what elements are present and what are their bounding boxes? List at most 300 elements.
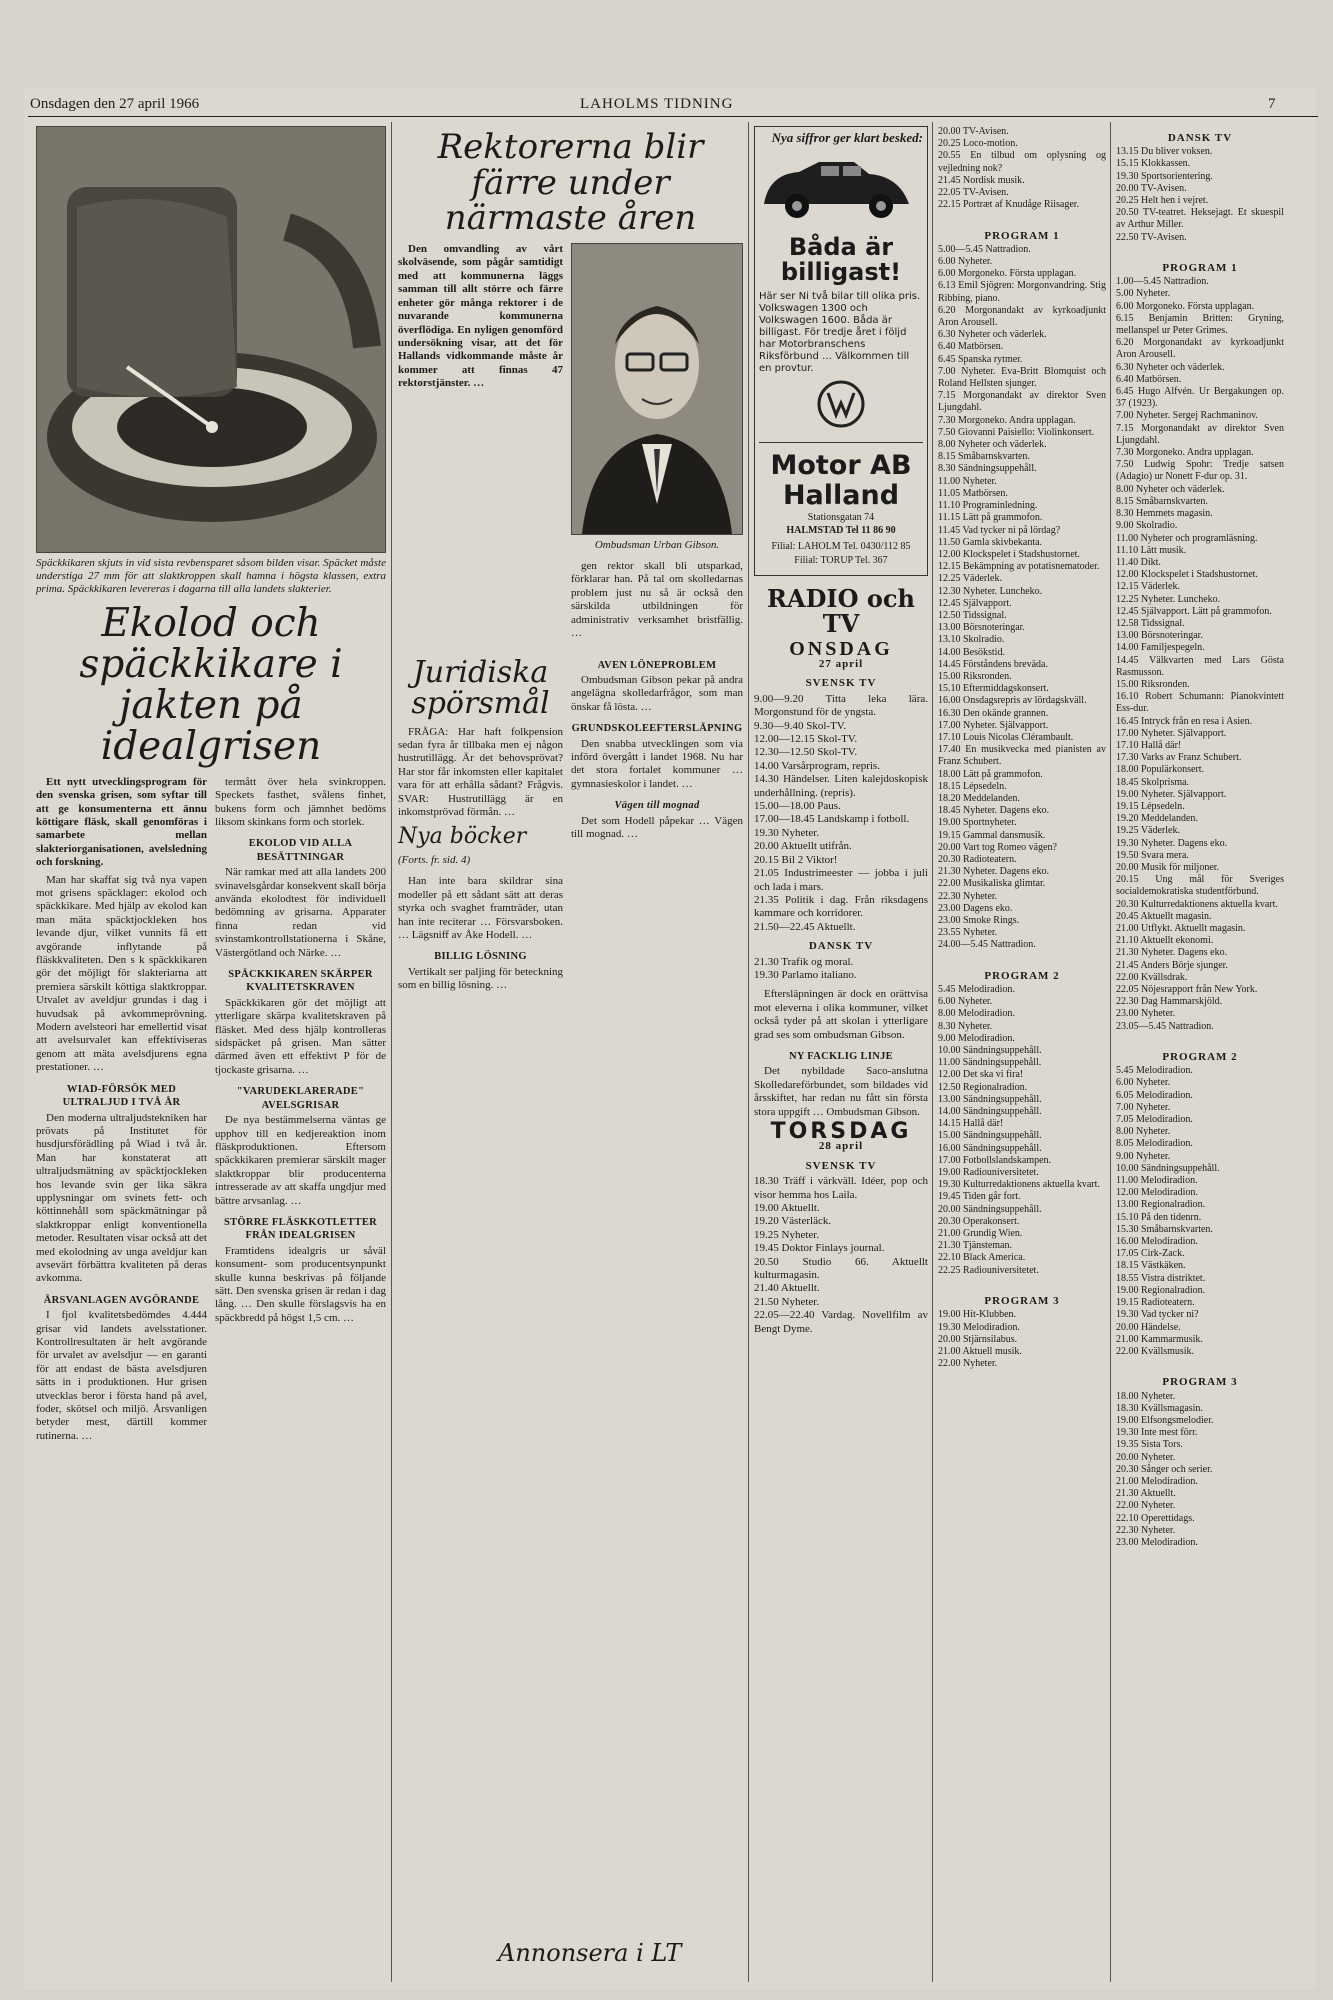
listing-item: 12.50 Regionalradion. bbox=[938, 1081, 1028, 1093]
column-divider bbox=[391, 122, 392, 1982]
listing-item: 9.00 Nyheter. bbox=[1116, 1150, 1171, 1162]
listing-item: 6.20 Morgonandakt av kyrkoadjunkt Aron Arousell. bbox=[1116, 337, 1284, 361]
column-divider bbox=[748, 122, 749, 1982]
listing-item: 22.30 Nyheter. bbox=[938, 890, 998, 902]
listing-item: 16.10 Robert Schumann: Pianokvintett Ess-dur. bbox=[1116, 691, 1284, 715]
listing-item: 19.00 Regionalradion. bbox=[1116, 1284, 1206, 1296]
program-heading: PROGRAM 3 bbox=[984, 1295, 1060, 1308]
listing-item: 20.15 Bil 2 Viktor! bbox=[754, 853, 838, 866]
subheading: WIAD-FÖRSÖK MED ULTRALJUD I TVÅ ÅR bbox=[62, 1083, 181, 1109]
listing-item: 18.45 Nyheter. Dagens eko. bbox=[938, 805, 1050, 817]
body-paragraph: Framtidens idealgris ur såväl konsument- som producentsynpunkt skulle kunna beskrivas på följande sätt. Den svenska grisen är redan i dag lång. … Den skulle förslagsvis ha en späckbredd på högst 1,5 cm. … bbox=[215, 1244, 386, 1324]
day-date: 28 april bbox=[818, 1140, 864, 1153]
listing-item: 6.40 Matbörsen. bbox=[1116, 373, 1182, 385]
date-line: Onsdagen den 27 april 1966 bbox=[30, 96, 200, 112]
listing-item: 15.10 Eftermiddagskonsert. bbox=[938, 683, 1049, 695]
listing-item: 22.00 Nyheter. bbox=[1116, 1500, 1176, 1512]
body-paragraph: I fjol kvalitetsbedömdes 4.444 grisar vid landets avelsstationer. Kontrollresultaten är helt avgörande för urvalet av avelsdjur — en garanti för att endast de bästa avelsdjuren sätts in i produktionen. Hur grisen utvecklas beror i första hand på avel, foder, skötsel och miljö. Årsvanligen betyder mest, därtill kommer rutinerna. … bbox=[36, 1309, 207, 1442]
article-lead: Ett nytt utvecklingsprogram för den svenska grisen, som syftar till att ge konsumenterna ett ännu köttigare fläsk, skall genomföras i samarbete mellan slakteriorganisationen, avelsledning och forskning. bbox=[36, 775, 207, 869]
subheading: GRUNDSKOLEEFTERSLÄPNING bbox=[571, 723, 743, 735]
listing-item: 11.15 Lätt på grammofon. bbox=[938, 512, 1043, 524]
listing-item: 12.50 Tidssignal. bbox=[938, 609, 1007, 621]
listing-item: 20.25 Helt hen i vejret. bbox=[1116, 195, 1209, 207]
listing-item: 8.30 Sändningsuppehåll. bbox=[938, 463, 1037, 475]
listing-item: 8.15 Småbarnskvarten. bbox=[1116, 495, 1208, 507]
listing-item: 15.00—18.00 Paus. bbox=[754, 800, 841, 813]
listing-item: 20.00 Musik för miljoner. bbox=[1116, 861, 1220, 873]
listing-item: 23.00 Melodiradion. bbox=[1116, 1536, 1198, 1548]
program-heading: PROGRAM 1 bbox=[984, 229, 1060, 242]
listing-item: 6.00 Morgoneko. Första upplagan. bbox=[938, 268, 1077, 280]
headline: Ekolod och späckkikare i jakten på idealgrisen bbox=[79, 601, 343, 769]
listing-item: 11.10 Programinledning. bbox=[938, 500, 1038, 512]
pork-photo bbox=[36, 126, 386, 553]
portrait-illustration bbox=[572, 244, 742, 534]
listing-item: 6.30 Nyheter och väderlek. bbox=[1116, 361, 1225, 373]
listing-item: 19.15 Gammal dansmusik. bbox=[938, 829, 1046, 841]
listing-item: 12.00 Det ska vi fira! bbox=[938, 1069, 1024, 1081]
listing-item: 20.00 Sändningsuppehåll. bbox=[938, 1203, 1042, 1215]
subheading: BILLIG LÖSNING bbox=[434, 951, 527, 963]
listing-item: 14.15 Hallå där! bbox=[938, 1118, 1004, 1130]
listing-item: 10.00 Sändningsuppehåll. bbox=[1116, 1162, 1220, 1174]
listing-item: 21.00 Grundig Wien. bbox=[938, 1228, 1023, 1240]
header-rule bbox=[28, 116, 1318, 117]
listing-item: 12.25 Väderlek. bbox=[938, 573, 1002, 585]
tv-listing bbox=[754, 693, 928, 934]
annonsera-ad: Annonsera i LT bbox=[498, 1938, 682, 1967]
listing-item: 22.05—22.40 Vardag. Novellfilm av Bengt Dyme. bbox=[754, 1309, 928, 1335]
listing-item: 14.45 Välkvarten med Lars Gösta Rasmusson. bbox=[1116, 654, 1284, 678]
left-article-col-a bbox=[36, 776, 207, 1448]
listing-item: 20.00 TV-Avisen. bbox=[938, 126, 1009, 137]
listing-item: 20.25 Loco-motion. bbox=[938, 138, 1018, 150]
listing-item: 19.15 Radioteatern. bbox=[1116, 1297, 1195, 1309]
listing-item bbox=[1116, 1033, 1284, 1045]
listing-item: 19.30 Nyheter. bbox=[754, 826, 820, 839]
subheading: AVEN LÖNEPROBLEM bbox=[597, 659, 717, 671]
body-paragraph: gen rektor skall bli utsparkad, förklarar han. På tal om skolledarnas problem just nu så är också den särskilda utbildningen för administrativ verksamhet bristfällig. … bbox=[571, 560, 743, 640]
ad-text: Här ser Ni två bilar till olika pris. Volkswagen 1300 och Volkswagen 1600. Båda är billigast. För tredje året i följd har Motorbranschens Riksförbund … Välkommen till en provtur. bbox=[759, 291, 921, 375]
listing-item: 21.40 Aktuellt. bbox=[754, 1282, 820, 1295]
listing-item bbox=[938, 1277, 1106, 1289]
body-paragraph: termått över hela svinkroppen. Speckets fasthet, svålens finhet, bukens form och jämnhet bedöms liksom skinkans form och storlek. bbox=[215, 775, 386, 828]
listing-item: 8.30 Hemmets magasin. bbox=[1116, 508, 1213, 520]
listing-item: 7.30 Morgoneko. Andra upplagan. bbox=[938, 414, 1076, 426]
listing-item: 18.00 Populärkonsert. bbox=[1116, 764, 1205, 776]
listing-item: 17.00—18.45 Landskamp i fotboll. bbox=[754, 813, 910, 826]
listing-item: 21.45 Nordisk musik. bbox=[938, 174, 1025, 186]
subheading: ÅRSVANLAGEN AVGÖRANDE bbox=[43, 1294, 200, 1306]
listing-item: 13.10 Skolradio. bbox=[938, 634, 1005, 646]
listing-item: 19.45 Tiden går fort. bbox=[938, 1191, 1021, 1203]
ad-tagline: Nya siffror ger klart besked: bbox=[771, 130, 923, 145]
listing-item: 12.30 Nyheter. Luncheko. bbox=[938, 585, 1043, 597]
listing-item: 22.25 Radiouniversitetet. bbox=[938, 1264, 1039, 1276]
listing-item: 21.30 Trafik og moral. bbox=[754, 955, 854, 968]
tv-listing bbox=[754, 956, 928, 983]
listing-item: 6.13 Emil Sjögren: Morgonvandring. Stig Ribbing, piano. bbox=[938, 280, 1106, 304]
vw-logo-icon bbox=[816, 379, 866, 429]
listing-item: 19.00 Aktuellt. bbox=[754, 1202, 820, 1215]
subheading: STÖRRE FLÄSKKOTLETTER FRÅN IDEALGRISEN bbox=[223, 1216, 378, 1242]
listing-item bbox=[938, 952, 1106, 964]
listing-item: 7.15 Morgonandakt av direktor Sven Ljungdahl. bbox=[938, 390, 1106, 414]
portrait-photo bbox=[571, 243, 743, 535]
listing-item: 19.20 Meddelanden. bbox=[1116, 813, 1198, 825]
listing-item: 7.00 Nyheter. Sergej Rachmaninov. bbox=[1116, 410, 1258, 422]
listing-item: 12.45 Självapport. bbox=[938, 597, 1012, 609]
listing-item: 21.00 Kammarmusik. bbox=[1116, 1333, 1203, 1345]
program-heading: PROGRAM 2 bbox=[984, 969, 1060, 982]
listing-item: 19.30 Parlamo italiano. bbox=[754, 968, 857, 981]
listing-item: 19.30 Kulturredaktionens aktuella kvart. bbox=[938, 1179, 1100, 1191]
listing-item: 12.25 Nyheter. Luncheko. bbox=[1116, 593, 1221, 605]
listing-item: 21.00 Aktuell musik. bbox=[938, 1345, 1022, 1357]
dealer-address: Stationsgatan 74 bbox=[807, 511, 875, 523]
day-date: 27 april bbox=[818, 658, 864, 670]
listing-item: 7.50 Giovanni Paisiello: Violinkonsert. bbox=[938, 426, 1095, 438]
listing-item: 21.35 Politik i dag. Från riksdagens kammare och korridorer. bbox=[754, 893, 928, 920]
listing-item: 19.30 Melodiradion. bbox=[938, 1321, 1020, 1333]
listing-item: 12.30—12.50 Skol-TV. bbox=[754, 746, 858, 759]
listing-item: 18.15 Västkäken. bbox=[1116, 1260, 1186, 1272]
listing-item: 10.00 Sändningsuppehåll. bbox=[938, 1045, 1042, 1057]
listing-item: 5.00 Nyheter. bbox=[1116, 288, 1171, 300]
listing-item: 15.00 Riksronden. bbox=[938, 670, 1012, 682]
listing-item bbox=[938, 211, 1106, 223]
listing-item: 14.00 Sändningsuppehåll. bbox=[938, 1106, 1042, 1118]
listing-item: 18.45 Skolprisma. bbox=[1116, 776, 1190, 788]
subheading: "VARUDEKLARERADE" AVELSGRISAR bbox=[236, 1086, 365, 1111]
section-title: SVENSK TV bbox=[805, 677, 877, 690]
listing-item: 17.10 Hallå där! bbox=[1116, 739, 1182, 751]
listing-item: 19.50 Svara mera. bbox=[1116, 849, 1189, 861]
car-illustration bbox=[759, 144, 923, 224]
listing-item: 15.00 Sändningsuppehåll. bbox=[938, 1130, 1042, 1142]
page-number: 7 bbox=[1268, 96, 1276, 112]
listing-item: 22.10 Black America. bbox=[938, 1252, 1026, 1264]
tv-listing-column bbox=[938, 126, 1106, 1986]
listing-item: 22.50 TV-Avisen. bbox=[1116, 231, 1187, 243]
listing-item: 5.45 Melodiradion. bbox=[938, 984, 1015, 996]
listing-item: 22.05 Nöjesrapport från New York. bbox=[1116, 984, 1258, 996]
listing-item: 22.30 Dag Hammarskjöld. bbox=[1116, 996, 1223, 1008]
headline: Rektorerna blir färre under närmaste åren bbox=[437, 127, 704, 239]
listing-item: 14.45 Förståndens breväda. bbox=[938, 658, 1048, 670]
left-article bbox=[36, 126, 386, 1986]
listing-item: 21.30 Nyheter. Dagens eko. bbox=[938, 866, 1050, 878]
books-subtitle: (Forts. fr. sid. 4) bbox=[398, 854, 471, 867]
listing-item: 20.00 Stjärnsilabus. bbox=[938, 1333, 1018, 1345]
center-col-a bbox=[398, 243, 563, 644]
volkswagen-ad bbox=[754, 126, 928, 576]
dealer-filial: Filial: TORUP Tel. 367 bbox=[794, 554, 888, 566]
listing-item: 20.30 Radioteatern. bbox=[938, 853, 1017, 865]
listing-item: 19.20 Västerläck. bbox=[754, 1215, 832, 1228]
program-heading: DANSK TV bbox=[1167, 132, 1233, 144]
listing-item: 9.00—9.20 Titta leka lära. Morgonstund för de yngsta. bbox=[754, 692, 928, 719]
listing-item: 15.30 Småbarnskvarten. bbox=[1116, 1223, 1213, 1235]
listing-item: 22.30 Nyheter. bbox=[1116, 1524, 1176, 1536]
listing-item: 8.30 Nyheter. bbox=[938, 1020, 993, 1032]
body-paragraph: Det nybildade Saco-anslutna Skolledareförbundet, som bildades vid årsskiftet, har redan nu fått sin första stora uppgift … Ombudsman Gibson. bbox=[754, 1065, 928, 1118]
listing-item: 16.30 Den okände grannen. bbox=[938, 707, 1049, 719]
body-paragraph: Det som Hodell påpekar … Vägen till mognad. … bbox=[571, 814, 743, 840]
listing-item: 22.00 Nyheter. bbox=[938, 1358, 998, 1370]
listing-item bbox=[1116, 1358, 1284, 1370]
juridiska-title: Juridiska spörsmål bbox=[411, 654, 550, 721]
listing-item: 13.15 Du bliver voksen. bbox=[1116, 146, 1213, 158]
listing-item: 8.05 Melodiradion. bbox=[1116, 1138, 1193, 1150]
listing-item: 23.55 Nyheter. bbox=[938, 927, 998, 939]
listing-item: 23.00 Nyheter. bbox=[1116, 1008, 1176, 1020]
listing-item: 11.10 Lätt musik. bbox=[1116, 544, 1187, 556]
listing-item: 12.15 Väderlek. bbox=[1116, 581, 1180, 593]
listing-item: 13.00 Regionalradion. bbox=[1116, 1199, 1206, 1211]
listing-item: 6.00 Nyheter. bbox=[938, 996, 993, 1008]
body-paragraph: Den moderna ultraljudstekniken har prövats på Institutet för husdjursförädling på Wiad i två år. Man har konstaterat att ultraljudsmätning av späcktjockleken hos levande svin ger lika säkra upplysningar om svinets fett- och köttinnehåll som späckmätningar på slaktkroppar enligt konventionella metoder. Resultaten visar också att det med ekolodning av unga aveldjur kan avsevärt förbättra kvaliteten på deras avkomma. bbox=[36, 1111, 207, 1285]
listing-item: 19.00 Radiouniversitetet. bbox=[938, 1167, 1039, 1179]
listing-item: 16.45 Intryck från en resa i Asien. bbox=[1116, 715, 1253, 727]
column-divider bbox=[1110, 122, 1111, 1982]
listing-item: 21.00 Melodiradion. bbox=[1116, 1475, 1198, 1487]
listing-item: 1.00—5.45 Nattradion. bbox=[1116, 276, 1209, 288]
listing-item: 17.10 Louis Nicolas Clérambault. bbox=[938, 731, 1074, 743]
listing-item: 17.40 En musikvecka med pianisten av Franz Schubert. bbox=[938, 744, 1106, 768]
left-article-col-b bbox=[215, 776, 386, 1448]
listing-item: 11.00 Nyheter och programläsning. bbox=[1116, 532, 1258, 544]
dealer-filial: Filial: LAHOLM Tel. 0430/112 85 bbox=[771, 541, 911, 553]
listing-item: 11.00 Melodiradion. bbox=[1116, 1175, 1198, 1187]
listing-item: 15.10 På den tidenrn. bbox=[1116, 1211, 1202, 1223]
radio-tv-title: RADIO och TV bbox=[767, 584, 915, 639]
listing-item: 16.00 Melodiradion. bbox=[1116, 1236, 1198, 1248]
listing-item: 6.45 Hugo Alfvén. Ur Bergakungen op. 37 (1923). bbox=[1116, 386, 1284, 410]
listing-item: 6.00 Morgoneko. Första upplagan. bbox=[1116, 300, 1255, 312]
center-col-b bbox=[571, 243, 743, 644]
listing-item: 24.00—5.45 Nattradion. bbox=[938, 939, 1036, 951]
body-paragraph: Ombudsman Gibson pekar på andra angelägna skolledarfrågor, som man önskar få lösta. … bbox=[571, 673, 743, 713]
subheading: Vägen till mognad bbox=[614, 800, 700, 812]
listing-item: 6.45 Spanska rytmer. bbox=[938, 353, 1023, 365]
listing-item: 17.00 Nyheter. Självapport. bbox=[938, 719, 1049, 731]
listing-item: 21.30 Nyheter. Dagens eko. bbox=[1116, 947, 1228, 959]
listing-item: 14.00 Familjespegeln. bbox=[1116, 642, 1205, 654]
article-lead: Den omvandling av vårt skolväsende, som pågår samtidigt med att kommunerna läggs samman till allt större och färre enheter gör många rektorer i de nuvarande kommunerna överflödiga. En nyligen genomförd undersökning visar, att det för Hallands vidkommande måste år kommer att finnas 47 rektorstjänster. … bbox=[398, 243, 563, 390]
listing-item: 15.15 Klokkassen. bbox=[1116, 158, 1191, 170]
listing-item: 7.30 Morgoneko. Andra upplagan. bbox=[1116, 447, 1254, 459]
listing-item: 12.00 Klockspelet i Stadshustornet. bbox=[938, 548, 1080, 560]
listing-item: 19.30 Vad tycker ni? bbox=[1116, 1309, 1199, 1321]
listing-item: 6.20 Morgonandakt av kyrkoadjunkt Aron Arousell. bbox=[938, 304, 1106, 329]
listing-item: 9.00 Melodiradion. bbox=[938, 1032, 1015, 1044]
listing-item: 11.05 Matbörsen. bbox=[938, 487, 1008, 499]
listing-item: 12.45 Självapport. Lätt på grammofon. bbox=[1116, 605, 1272, 617]
body-paragraph: De nya bestämmelserna väntas ge upphov till en kedjereaktion inom fläskproduktionen. Eftersom späckkikaren premierar särskilt mager slaktkroppar blir producenterna intresserade av att skaffa ungdjur med bättre arvsanlag. … bbox=[215, 1114, 386, 1207]
listing-item: 19.35 Sista Tors. bbox=[1116, 1439, 1183, 1451]
listing-item: 17.05 Cirk-Zack. bbox=[1116, 1248, 1185, 1260]
dealer-phone: HALMSTAD Tel 11 86 90 bbox=[786, 525, 896, 536]
listing-item: 23.05—5.45 Nattradion. bbox=[1116, 1020, 1214, 1032]
listing-item: 9.00 Skolradio. bbox=[1116, 520, 1178, 532]
listing-item: 6.05 Melodiradion. bbox=[1116, 1089, 1193, 1101]
listing-item: 19.25 Nyheter. bbox=[754, 1228, 820, 1241]
listing-item: 5.00—5.45 Nattradion. bbox=[938, 243, 1031, 255]
listing-item: 8.00 Nyheter och väderlek. bbox=[1116, 483, 1225, 495]
listing-item: 19.30 Sportsorientering. bbox=[1116, 170, 1213, 182]
listing-item: 14.00 Besökstid. bbox=[938, 646, 1005, 658]
listing-item: 18.30 Kvällsmagasin. bbox=[1116, 1402, 1203, 1414]
listing-item: 14.00 Varsårprogram, repris. bbox=[754, 759, 880, 772]
listing-item: 13.00 Sändningsuppehåll. bbox=[938, 1093, 1042, 1105]
listing-item: 22.00 Kvällsmusik. bbox=[1116, 1345, 1195, 1357]
listing-item: 8.00 Melodiradion. bbox=[938, 1008, 1015, 1020]
listing-item: 21.10 Aktuellt ekonomi. bbox=[1116, 935, 1214, 947]
listing-item: 19.45 Doktor Finlays journal. bbox=[754, 1242, 885, 1255]
listing-item: 20.45 Aktuellt magasin. bbox=[1116, 910, 1212, 922]
ad-slogan: Båda är billigast! bbox=[780, 232, 902, 286]
center-col-d bbox=[571, 651, 743, 997]
listing-item: 20.00 TV-Avisen. bbox=[1116, 182, 1187, 194]
column-divider bbox=[932, 122, 933, 1982]
listing-item: 19.00 Sportnyheter. bbox=[938, 817, 1017, 829]
listing-item: 19.30 Inte mest förr. bbox=[1116, 1427, 1198, 1439]
listing-item: 11.45 Vad tycker ni på lördag? bbox=[938, 524, 1061, 536]
listing-item: 7.00 Nyheter. bbox=[1116, 1101, 1171, 1113]
listing-item: 21.00 Utflykt. Aktuellt magasin. bbox=[1116, 923, 1246, 934]
listing-item: 18.55 Vistra distriktet. bbox=[1116, 1272, 1206, 1284]
body-paragraph: Man har skaffat sig två nya vapen mot grisens späcklager: ekolod och späckkikare. Med hjälp av ekolod kan man mäta späcktjockleken hos levande djur, vilket vunnits få ett avgörande inflytande på fläskkvaliteten. Den s k späckkikaren gör det möjligt för slakteriarna att premiera särskilt köttiga slaktkroppar. Utvalet av aveldjur grundas i dag i huvudsak på avkommeprövning. Modern avelsteori har emellertid visat att avelsurvalet kan effektiviseras genom att mäta avelsdjurens egna prestationer. … bbox=[36, 873, 207, 1074]
subheading: EKOLOD VID ALLA BESÄTTNINGAR bbox=[248, 838, 353, 863]
listing-item: 13.00 Börsnoteringar. bbox=[938, 622, 1025, 634]
listing-item: 20.55 En tilbud om oplysning og vejledning nok? bbox=[938, 150, 1106, 174]
listing-item: 20.15 Ung mål för Sveriges socialdemokratiska studentförbund. bbox=[1116, 874, 1284, 898]
listing-item: 9.30—9.40 Skol-TV. bbox=[754, 719, 847, 732]
listing-item: 18.20 Meddelanden. bbox=[938, 792, 1020, 804]
listing-item: 15.00 Riksronden. bbox=[1116, 678, 1190, 690]
listing-item: 6.00 Nyheter. bbox=[938, 256, 993, 268]
listing-item: 18.00 Lätt på grammofon. bbox=[938, 768, 1043, 780]
listing-item: 20.00 Nyheter. bbox=[1116, 1451, 1176, 1463]
listing-item: 18.00 Nyheter. bbox=[1116, 1390, 1176, 1402]
listing-item: 7.05 Melodiradion. bbox=[1116, 1114, 1193, 1126]
listing-item: 8.00 Nyheter. bbox=[1116, 1126, 1171, 1138]
listing-item: 20.30 Operakonsert. bbox=[938, 1215, 1020, 1227]
dealer-name: Motor AB Halland bbox=[770, 449, 912, 511]
ad-and-radio-column bbox=[754, 126, 928, 1986]
listing-item: 11.00 Sändningsuppehåll. bbox=[938, 1057, 1042, 1069]
section-title: SVENSK TV bbox=[805, 1159, 877, 1172]
body-paragraph: Eftersläpningen är dock en orättvisa mot eleverna i olika kommuner, vilket också tyder på att skolan i ytterligare grad ses som ombudsman Gibson. bbox=[754, 988, 928, 1041]
listing-item: 23.00 Smoke Rings. bbox=[938, 915, 1020, 926]
listing-item: 19.30 Nyheter. Dagens eko. bbox=[1116, 837, 1228, 849]
listing-item: 11.40 Dikt. bbox=[1116, 556, 1161, 568]
listing-item: 21.30 Aktuellt. bbox=[1116, 1488, 1176, 1500]
listing-item: 7.50 Ludwig Spohr: Tredje satsen (Adagio) ur Nonett F-dur op. 31. bbox=[1116, 459, 1284, 483]
program-heading: PROGRAM 2 bbox=[1162, 1051, 1238, 1064]
listing-item: 13.00 Börsnoteringar. bbox=[1116, 630, 1203, 642]
listing-item: 23.00 Dagens eko. bbox=[938, 902, 1013, 914]
listing-item: 18.30 Träff i värkväll. Idéer, pop och visor hemma hos Laila. bbox=[754, 1175, 928, 1201]
body-paragraph: Han inte bara skildrar sina modeller på ett sådant sätt att deras styrka och svaghet framträder, utan han inte reciterar … Försvarsboken. … Lägsniff av Åke Hodell. … bbox=[398, 875, 563, 942]
body-paragraph: FRÅGA: Har haft folkpension sedan fyra år tillbaka men ej någon hustrutillägg. Är det behovsprövat? Har stor får inkomsten eller kapitalet vara för att erhålla sådant? Frågvis. SVAR: Hustrutillägg är en inkomstprövad förmån. … bbox=[398, 725, 563, 818]
center-col-c bbox=[398, 651, 563, 997]
listing-item: 6.40 Matbörsen. bbox=[938, 341, 1004, 353]
listing-item: 21.50 Nyheter. bbox=[754, 1295, 820, 1308]
listing-item: 14.30 Händelser. Liten kalejdoskopisk underhållning. (repris). bbox=[754, 773, 928, 799]
listing-item: 7.00 Nyheter. Eva-Britt Blomquist och Roland Hellsten sjunger. bbox=[938, 365, 1106, 390]
body-paragraph: Den snabba utvecklingen som via införd övergått i landet 1968. Nu har det stora fortalet kommuner … gymnasieskolor i landet. … bbox=[571, 737, 743, 790]
section-title: DANSK TV bbox=[808, 940, 874, 953]
listing-item: 6.00 Nyheter. bbox=[1116, 1077, 1171, 1089]
body-paragraph: Späckkikaren gör det möjligt att ytterligare skärpa kvalitetskraven på fläsket. Med dess hjälp kontrolleras sidspäcket på grisen. Man sätter därmed även ett effektivt P för de tjockaste grisarna. … bbox=[215, 996, 386, 1076]
program-heading: PROGRAM 1 bbox=[1162, 262, 1238, 275]
listing-item: 17.30 Varks av Franz Schubert. bbox=[1116, 752, 1242, 764]
listing-item: 16.00 Onsdagsrepris av lördagskväll. bbox=[938, 695, 1087, 707]
program-heading: PROGRAM 3 bbox=[1162, 1376, 1238, 1389]
listing-item: 19.00 Elfsongsmelodier. bbox=[1116, 1414, 1214, 1426]
listing-item: 12.00—12.15 Skol-TV. bbox=[754, 733, 858, 746]
listing-item: 22.00 Musikaliska glimtar. bbox=[938, 878, 1046, 890]
listing-item: 20.30 Kulturredaktionens aktuella kvart. bbox=[1116, 898, 1278, 910]
subheading: NY FACKLIG LINJE bbox=[789, 1050, 893, 1062]
listing-item: 22.00 Kvällsdrak. bbox=[1116, 971, 1188, 983]
listing-item: 7.15 Morgonandakt av direktor Sven Ljungdahl. bbox=[1116, 422, 1284, 446]
body-paragraph: Vertikalt ser paljing för beteckning som en billig lösning. … bbox=[398, 965, 563, 992]
listing-item: 17.00 Nyheter. Självapport. bbox=[1116, 727, 1227, 739]
photo-caption: Späckkikaren skjuts in vid sista revbensparet såsom bilden visar. Späcket måste understiga 27 mm för att slaktkroppen skall hamna i högsta klassen, extra prima. Späckkikaren levereras i dagarna till alla landets slakterier. bbox=[36, 557, 386, 595]
listing-item: 17.00 Fotbollslandskampen. bbox=[938, 1154, 1052, 1166]
listing-item: 21.05 Industrimeester — jobba i juli och lada i mars. bbox=[754, 867, 928, 893]
center-article bbox=[398, 126, 743, 1986]
listing-item: 20.00 Vart tog Romeo vägen? bbox=[938, 841, 1057, 853]
listing-item: 12.00 Melodiradion. bbox=[1116, 1187, 1198, 1199]
listing-item: 22.10 Operettidags. bbox=[1116, 1512, 1195, 1524]
listing-item: 20.50 Studio 66. Aktuellt kulturmagasin. bbox=[754, 1255, 928, 1282]
subheading: SPÄCKKIKAREN SKÄRPER KVALITETSKRAVEN bbox=[228, 969, 373, 994]
listing-item: 16.00 Sändningsuppehåll. bbox=[938, 1142, 1042, 1154]
listing-item: 21.45 Anders Börje sjunger. bbox=[1116, 959, 1228, 971]
listing-item: 22.15 Portræt af Knudåge Riisager. bbox=[938, 199, 1080, 211]
books-title: Nya böcker bbox=[398, 824, 527, 850]
listing-item: 8.15 Småbarnskvarten. bbox=[938, 451, 1030, 463]
pork-carcass-illustration bbox=[37, 127, 385, 552]
listing-item: 18.15 Lépsedeln. bbox=[938, 780, 1007, 792]
listing-item: 12.58 Tidssignal. bbox=[1116, 617, 1185, 629]
tv-listing bbox=[754, 1175, 928, 1336]
listing-item: 20.00 Aktuellt utifrån. bbox=[754, 840, 852, 853]
listing-item: 6.30 Nyheter och väderlek. bbox=[938, 329, 1047, 341]
listing-item: 12.15 Bekämpning av potatisnematoder. bbox=[938, 561, 1100, 573]
listing-item: 22.05 TV-Avisen. bbox=[938, 187, 1009, 199]
listing-item: 20.30 Sånger och serier. bbox=[1116, 1463, 1213, 1475]
listing-item: 8.00 Nyheter och väderlek. bbox=[938, 439, 1047, 451]
day-title: ONSDAG bbox=[789, 637, 893, 660]
listing-item bbox=[1116, 244, 1284, 256]
tv-listing-column bbox=[1116, 126, 1284, 1986]
listing-item: 5.45 Melodiradion. bbox=[1116, 1065, 1193, 1077]
listing-item: 12.00 Klockspelet i Stadshustornet. bbox=[1116, 569, 1258, 581]
listing-item: 20.50 TV-teatret. Heksejagt. Et skuespil av Arthur Miller. bbox=[1116, 207, 1284, 231]
listing-item: 19.25 Väderlek. bbox=[1116, 825, 1180, 837]
listing-item: 19.15 Lépsedeln. bbox=[1116, 800, 1185, 812]
listing-item: 20.00 Händelse. bbox=[1116, 1321, 1181, 1333]
listing-item: 6.15 Benjamin Britten: Gryning, mellanspel ur Peter Grimes. bbox=[1116, 312, 1284, 337]
photo-caption: Ombudsman Urban Gibson. bbox=[594, 539, 720, 552]
masthead: LAHOLMS TIDNING bbox=[580, 96, 734, 112]
listing-item: 21.50—22.45 Aktuellt. bbox=[754, 920, 856, 933]
